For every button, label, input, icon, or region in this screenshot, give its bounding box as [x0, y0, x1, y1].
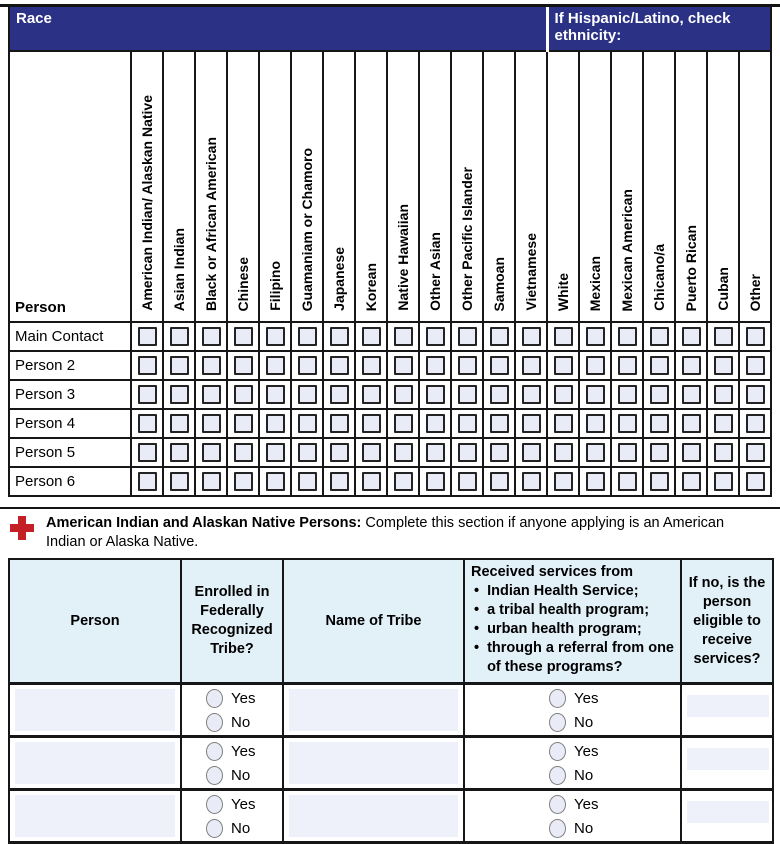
checkbox[interactable] [202, 327, 221, 346]
checkbox[interactable] [586, 356, 605, 375]
tribe-services-table [8, 558, 774, 844]
checkbox[interactable] [586, 385, 605, 404]
checkbox[interactable] [202, 443, 221, 462]
checkbox[interactable] [682, 356, 701, 375]
checkbox[interactable] [298, 472, 317, 491]
checkbox[interactable] [490, 356, 509, 375]
yes-label: Yes [574, 795, 599, 813]
eligible-field[interactable] [687, 801, 769, 823]
checkbox[interactable] [426, 356, 445, 375]
checkbox[interactable] [234, 327, 253, 346]
checkbox[interactable] [554, 443, 573, 462]
checkbox[interactable] [682, 327, 701, 346]
yes-label: Yes [574, 742, 599, 760]
col-american-indian-alaskan-native: American Indian/ Alaskan Native [131, 51, 163, 322]
checkbox[interactable] [330, 385, 349, 404]
checkbox[interactable] [522, 443, 541, 462]
checkbox[interactable] [618, 327, 637, 346]
race-row-main-contact [9, 322, 771, 351]
checkbox[interactable] [586, 414, 605, 433]
checkbox[interactable] [330, 414, 349, 433]
red-cross-icon [10, 516, 34, 540]
checkbox[interactable] [266, 327, 285, 346]
enrolled-yes-radio[interactable] [206, 742, 223, 761]
tribe-row-1 [9, 684, 773, 737]
col-white: White [547, 51, 579, 322]
checkbox[interactable] [202, 472, 221, 491]
checkbox[interactable] [426, 472, 445, 491]
checkbox[interactable] [234, 356, 253, 375]
checkbox[interactable] [650, 414, 669, 433]
checkbox[interactable] [394, 327, 413, 346]
enrolled-no-radio[interactable] [206, 819, 223, 838]
checkbox[interactable] [362, 327, 381, 346]
checkbox[interactable] [618, 356, 637, 375]
col-cuban: Cuban [707, 51, 739, 322]
checkbox[interactable] [394, 356, 413, 375]
person-label: Person 5 [9, 438, 131, 467]
tribe-header-row [9, 559, 773, 684]
tribe-name-field[interactable] [289, 689, 458, 731]
person-label: Person 2 [9, 351, 131, 380]
col-japanese: Japanese [323, 51, 355, 322]
checkbox[interactable] [362, 356, 381, 375]
col-guamaniam-or-chamoro: Guamaniam or Chamoro [291, 51, 323, 322]
checkbox[interactable] [682, 385, 701, 404]
checkbox[interactable] [266, 443, 285, 462]
received-radio-group [465, 791, 680, 841]
checkbox[interactable] [234, 443, 253, 462]
checkbox[interactable] [458, 472, 477, 491]
race-row-person-5 [9, 438, 771, 467]
enrolled-radio-group [182, 791, 282, 841]
col-filipino: Filipino [259, 51, 291, 322]
checkbox[interactable] [650, 356, 669, 375]
received-yes-radio[interactable] [549, 742, 566, 761]
col-vietnamese: Vietnamese [515, 51, 547, 322]
tribe-row-3 [9, 790, 773, 843]
checkbox[interactable] [266, 385, 285, 404]
yes-label: Yes [574, 689, 599, 707]
checkbox[interactable] [554, 385, 573, 404]
tribe-name-field[interactable] [289, 742, 458, 784]
col-chicano-a: Chicano/a [643, 51, 675, 322]
checkbox[interactable] [682, 443, 701, 462]
race-band-header: Race [9, 7, 547, 51]
checkbox[interactable] [554, 472, 573, 491]
checkbox[interactable] [426, 385, 445, 404]
received-yes-radio[interactable] [549, 689, 566, 708]
checkbox[interactable] [522, 327, 541, 346]
hispanic-ethnicity-band-header: If Hispanic/Latino, check ethnicity: [547, 7, 771, 51]
checkbox[interactable] [426, 443, 445, 462]
checkbox[interactable] [682, 472, 701, 491]
checkbox[interactable] [746, 385, 765, 404]
col-mexican-american: Mexican American [611, 51, 643, 322]
checkbox[interactable] [298, 414, 317, 433]
checkbox[interactable] [714, 385, 733, 404]
no-label: No [231, 766, 251, 784]
checkbox[interactable] [170, 327, 189, 346]
person-name-field[interactable] [15, 689, 175, 731]
col-native-hawaiian: Native Hawaiian [387, 51, 419, 322]
checkbox[interactable] [490, 414, 509, 433]
checkbox[interactable] [330, 472, 349, 491]
checkbox[interactable] [746, 472, 765, 491]
checkbox[interactable] [298, 443, 317, 462]
service-bullet: • through a referral from one of these programs? [471, 639, 676, 677]
checkbox[interactable] [554, 414, 573, 433]
person-label: Main Contact [9, 322, 131, 351]
checkbox[interactable] [522, 385, 541, 404]
checkbox[interactable] [266, 472, 285, 491]
race-ethnicity-table [8, 7, 772, 497]
checkbox[interactable] [458, 443, 477, 462]
person-column-header: Person [9, 51, 131, 322]
checkbox[interactable] [426, 414, 445, 433]
section-note-text [46, 514, 736, 552]
checkbox[interactable] [458, 414, 477, 433]
received-no-radio[interactable] [549, 819, 566, 838]
col-korean: Korean [355, 51, 387, 322]
checkbox[interactable] [746, 356, 765, 375]
checkbox[interactable] [170, 472, 189, 491]
checkbox[interactable] [682, 414, 701, 433]
person-label: Person 6 [9, 467, 131, 496]
col-asian-indian: Asian Indian [163, 51, 195, 322]
person-name-field[interactable] [15, 795, 175, 837]
checkbox[interactable] [522, 414, 541, 433]
checkbox[interactable] [746, 414, 765, 433]
tribe-col-enrolled: Enrolled in Federally Recognized Tribe? [181, 559, 283, 684]
checkbox[interactable] [170, 414, 189, 433]
services-title: Received services from [471, 564, 634, 580]
race-row-person-2 [9, 351, 771, 380]
checkbox[interactable] [618, 385, 637, 404]
service-bullet: • Indian Health Service; [471, 582, 676, 601]
checkbox[interactable] [170, 385, 189, 404]
checkbox[interactable] [298, 385, 317, 404]
checkbox[interactable] [586, 327, 605, 346]
checkbox[interactable] [618, 443, 637, 462]
col-chinese: Chinese [227, 51, 259, 322]
person-name-field[interactable] [15, 742, 175, 784]
checkbox[interactable] [714, 472, 733, 491]
tribe-col-name-of-tribe: Name of Tribe [283, 559, 464, 684]
service-bullet: • urban health program; [471, 620, 676, 639]
checkbox[interactable] [234, 414, 253, 433]
checkbox[interactable] [298, 327, 317, 346]
checkbox[interactable] [202, 414, 221, 433]
checkbox[interactable] [138, 414, 157, 433]
checkbox[interactable] [490, 472, 509, 491]
column-header-row [9, 51, 771, 322]
no-label: No [231, 713, 251, 731]
checkbox[interactable] [266, 356, 285, 375]
checkbox[interactable] [554, 327, 573, 346]
checkbox[interactable] [138, 356, 157, 375]
checkbox[interactable] [714, 356, 733, 375]
race-row-person-4 [9, 409, 771, 438]
checkbox[interactable] [746, 443, 765, 462]
enrolled-radio-group [182, 685, 282, 735]
checkbox[interactable] [618, 414, 637, 433]
received-radio-group [465, 738, 680, 788]
checkbox[interactable] [394, 443, 413, 462]
no-label: No [574, 819, 594, 837]
enrolled-yes-radio[interactable] [206, 689, 223, 708]
checkbox[interactable] [490, 327, 509, 346]
checkbox[interactable] [202, 385, 221, 404]
checkbox[interactable] [362, 472, 381, 491]
checkbox[interactable] [586, 472, 605, 491]
no-label: No [574, 766, 594, 784]
col-samoan: Samoan [483, 51, 515, 322]
eligible-field[interactable] [687, 695, 769, 717]
band-header-row [9, 7, 771, 51]
no-label: No [574, 713, 594, 731]
checkbox[interactable] [362, 414, 381, 433]
tribe-col-eligible: If no, is the person eligible to receive services? [681, 559, 773, 684]
checkbox[interactable] [362, 443, 381, 462]
checkbox[interactable] [362, 385, 381, 404]
received-yes-radio[interactable] [549, 795, 566, 814]
checkbox[interactable] [586, 443, 605, 462]
checkbox[interactable] [746, 327, 765, 346]
eligible-field[interactable] [687, 748, 769, 770]
checkbox[interactable] [394, 472, 413, 491]
checkbox[interactable] [522, 472, 541, 491]
col-mexican: Mexican [579, 51, 611, 322]
tribe-col-person: Person [9, 559, 181, 684]
checkbox[interactable] [138, 472, 157, 491]
checkbox[interactable] [490, 385, 509, 404]
checkbox[interactable] [650, 443, 669, 462]
checkbox[interactable] [234, 385, 253, 404]
tribe-name-field[interactable] [289, 795, 458, 837]
person-label: Person 4 [9, 409, 131, 438]
enrolled-no-radio[interactable] [206, 766, 223, 785]
checkbox[interactable] [618, 472, 637, 491]
col-other-pacific-islander: Other Pacific Islander [451, 51, 483, 322]
received-radio-group [465, 685, 680, 735]
american-indian-section-note [0, 509, 780, 556]
col-other-asian: Other Asian [419, 51, 451, 322]
col-other: Other [739, 51, 771, 322]
checkbox[interactable] [714, 443, 733, 462]
checkbox[interactable] [458, 356, 477, 375]
checkbox[interactable] [650, 327, 669, 346]
checkbox[interactable] [394, 414, 413, 433]
checkbox[interactable] [330, 327, 349, 346]
checkbox[interactable] [490, 443, 509, 462]
checkbox[interactable] [330, 443, 349, 462]
race-row-person-3 [9, 380, 771, 409]
yes-label: Yes [231, 689, 256, 707]
checkbox[interactable] [714, 414, 733, 433]
checkbox[interactable] [458, 327, 477, 346]
enrolled-radio-group [182, 738, 282, 788]
checkbox[interactable] [458, 385, 477, 404]
checkbox[interactable] [426, 327, 445, 346]
checkbox[interactable] [650, 472, 669, 491]
checkbox[interactable] [266, 414, 285, 433]
race-row-person-6 [9, 467, 771, 496]
checkbox[interactable] [554, 356, 573, 375]
yes-label: Yes [231, 795, 256, 813]
col-puerto-rican: Puerto Rican [675, 51, 707, 322]
checkbox[interactable] [170, 443, 189, 462]
checkbox[interactable] [202, 356, 221, 375]
section-note-title: American Indian and Alaskan Native Persons: [46, 515, 362, 531]
enrolled-no-radio[interactable] [206, 713, 223, 732]
checkbox[interactable] [138, 327, 157, 346]
checkbox[interactable] [330, 356, 349, 375]
section-note-body: Complete this section if anyone applying is an American Indian or Alaska Native. [46, 515, 725, 550]
tribe-col-received-services [464, 559, 681, 684]
no-label: No [231, 819, 251, 837]
yes-label: Yes [231, 742, 256, 760]
checkbox[interactable] [234, 472, 253, 491]
checkbox[interactable] [138, 385, 157, 404]
received-no-radio[interactable] [549, 766, 566, 785]
person-label: Person 3 [9, 380, 131, 409]
checkbox[interactable] [298, 356, 317, 375]
col-black-or-african-american: Black or African American [195, 51, 227, 322]
service-bullet: • a tribal health program; [471, 601, 676, 620]
enrolled-yes-radio[interactable] [206, 795, 223, 814]
tribe-row-2 [9, 737, 773, 790]
checkbox[interactable] [714, 327, 733, 346]
checkbox[interactable] [522, 356, 541, 375]
received-no-radio[interactable] [549, 713, 566, 732]
checkbox[interactable] [138, 443, 157, 462]
checkbox[interactable] [170, 356, 189, 375]
checkbox[interactable] [394, 385, 413, 404]
checkbox[interactable] [650, 385, 669, 404]
